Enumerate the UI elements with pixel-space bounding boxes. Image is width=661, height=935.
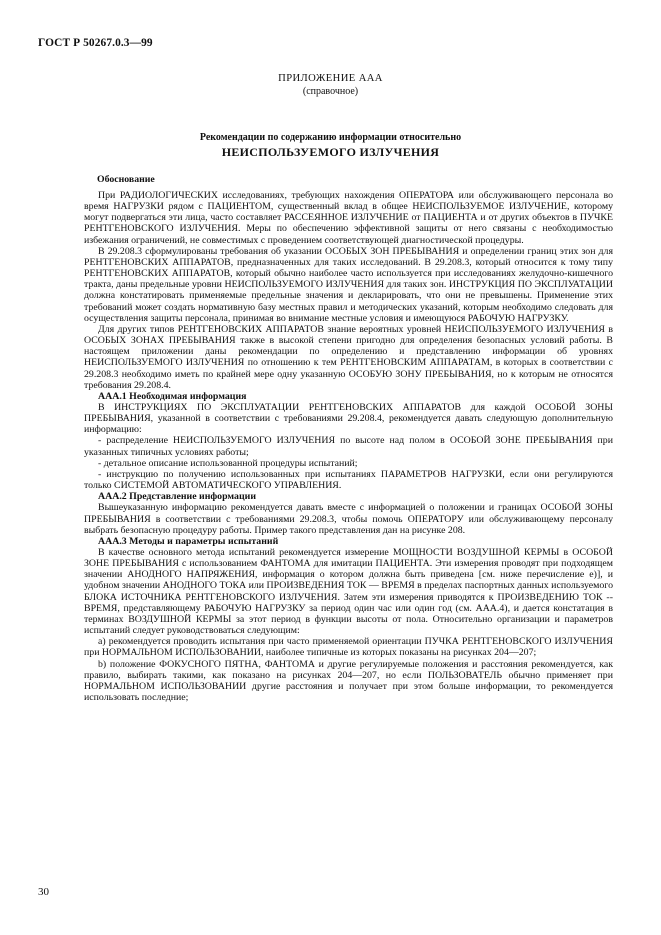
page-number: 30 bbox=[38, 886, 49, 898]
list-item-distribution: - распределение НЕИСПОЛЬЗУЕМОГО ИЗЛУЧЕНИЯ по высоте над полом в ОСОБОЙ ЗОНЕ ПРЕБЫВАНИЯ при указанных типичных условиях работы; bbox=[84, 435, 613, 458]
paragraph-aaa1-intro: В ИНСТРУКЦИЯХ ПО ЭКСПЛУАТАЦИИ РЕНТГЕНОВСКИХ АППАРАТОВ для каждой ОСОБОЙ ЗОНЫ ПРЕБЫВАНИЯ, указанной в соответствии с требованиями 29.208.4, рекомендуется давать следующую дополнительную информацию: bbox=[84, 401, 613, 436]
appendix-subtitle: (справочное) bbox=[302, 86, 359, 97]
paragraph-aaa3: В качестве основного метода испытаний рекомендуется измерение МОЩНОСТИ ВОЗДУШНОЙ КЕРМЫ в ОСОБОЙ ЗОНЕ ПРЕБЫВАНИЯ с использованием ФАНТОМА для имитации ПАЦИЕНТА. Эти измерения проводят при подходящем значении АНОДНОГО НАПРЯЖЕНИЯ, информация о котором должна быть приведена [см. ниже перечисление е)], и удобном значении АНОДНОГО ТОКА или ПРОИЗВЕДЕНИЯ ТОК — ВРЕМЯ в пределах паспортных данных используемого БЛОКА ИСТОЧНИКА РЕНТГЕНОВСКОГО ИЗЛУЧЕНИЯ. Затем эти измерения приводятся к ПРОИЗВЕДЕНИЮ ТОК -- ВРЕМЯ, представляющему РАБОЧУЮ НАГРУЗКУ за период один час или один год (см. ААА.4), и дается констатация в терминах ВОЗДУШНОЙ КЕРМЫ за этот период в функции высоты от пола. Относительно организации и параметров испытаний следует руководствоваться следующим: bbox=[84, 547, 613, 637]
subsection-heading-aaa3: ААА.3 Методы и параметры испытаний bbox=[98, 535, 279, 547]
paragraph-rationale-2: В 29.208.3 сформулированы требования об указании ОСОБЫХ ЗОН ПРЕБЫВАНИЯ и определении границ этих зон для РЕНТГЕНОВСКИХ АППАРАТОВ, предназначенных для таких исследований. В 29.208.3, который относится к тому типу РЕНТГЕНОВСКИХ АППАРАТОВ, который обычно наиболее часто используется при исследованиях желудочно-кишечного тракта, даны предельные уровни НЕИСПОЛЬЗУЕМОГО ИЗЛУЧЕНИЯ для таких зон. ИНСТРУКЦИЯ ПО ЭКСПЛУАТАЦИИ должна констатировать применяемые предельные значения и декларировать, что они не превышены. Применение этих требований может создать нормативную базу местных правил и методических указаний, которым необходимо следовать для осуществления защиты персонала, принимая во внимание местные условия и имеющуюся РАБОЧУЮ НАГРУЗКУ. bbox=[84, 245, 613, 324]
paragraph-rationale-1: При РАДИОЛОГИЧЕСКИХ исследованиях, требующих нахождения ОПЕРАТОРА или обслуживающего персонала во время НАГРУЗКИ рядом с ПАЦИЕНТОМ, существенный вклад в общее НЕИСПОЛЬЗУЕМОЕ ИЗЛУЧЕНИЕ, которому могут подвергаться эти лица, часто составляет РАССЕЯННОЕ ИЗЛУЧЕНИЕ от ПАЦИЕНТА и от других объектов в ПУЧКЕ РЕНТГЕНОВСКОГО ИЗЛУЧЕНИЯ. Меры по обеспечению эффективной защиты от него связаны с необходимостью избежания ограничений, не совместимых с проведением соответствующей диагностической процедуры. bbox=[84, 190, 613, 246]
recommendation-title: Рекомендации по содержанию информации относительно bbox=[199, 132, 462, 143]
document-body bbox=[84, 190, 613, 703]
subsection-heading-aaa1: ААА.1 Необходимая информация bbox=[98, 390, 247, 402]
paragraph-aaa2: Вышеуказанную информацию рекомендуется давать вместе с информацией о положении и границах ОСОБОЙ ЗОНЫ ПРЕБЫВАНИЯ в соответствии с требованиями 29.208.3, чтобы помочь ОПЕРАТОРУ или обслуживающему персоналу выбрать безопасную процедуру работы. Пример такого представления дан на рисунке 208. bbox=[84, 502, 613, 536]
list-item-b: b) положение ФОКУСНОГО ПЯТНА, ФАНТОМА и другие регулируемые положения и расстояния рекомендуется, как правило, выбирать такими, как показано на рисунках 204—207, но если ПОЛЬЗОВАТЕЛЬ обычно применяет при НОРМАЛЬНОМ ИСПОЛЬЗОВАНИИ другие расстояния и получает при этом больше информации, то рекомендуется использовать последние; bbox=[84, 658, 613, 704]
list-item-a: а) рекомендуется проводить испытания при часто применяемой ориентации ПУЧКА РЕНТГЕНОВСКОГО ИЗЛУЧЕНИЯ при НОРМАЛЬНОМ ИСПОЛЬЗОВАНИИ, наиболее типичные из которых показаны на рисунках 204—207; bbox=[84, 636, 613, 659]
list-item-instruction: - инструкцию по получению использованных при испытаниях ПАРАМЕТРОВ НАГРУЗКИ, если они регулируются только СИСТЕМОЙ АВТОМАТИЧЕСКОГО УПРАВЛЕНИЯ. bbox=[84, 468, 613, 492]
standard-code: ГОСТ Р 50267.0.3—99 bbox=[38, 37, 153, 49]
paragraph-rationale-3: Для других типов РЕНТГЕНОВСКИХ АППАРАТОВ знание вероятных уровней НЕИСПОЛЬЗУЕМОГО ИЗЛУЧЕНИЯ в ОСОБЫХ ЗОНАХ ПРЕБЫВАНИЯ также в высокой степени пригодно для определения безопасных условий работы. В настоящем приложении даны рекомендации по определению и представлению информации об уровнях НЕИСПОЛЬЗУЕМОГО ИЗЛУЧЕНИЯ по отношению к тем РЕНТГЕНОВСКИМ АППАРАТАМ, в которых в соответствии с 29.208.3 необходимо иметь по крайней мере одну указанную ОСОБУЮ ЗОНУ ПРЕБЫВАНИЯ, но к которым не относятся требования 29.208.4. bbox=[84, 323, 613, 391]
appendix-title: ПРИЛОЖЕНИЕ ААА bbox=[278, 73, 383, 84]
section-heading: Обоснование bbox=[97, 174, 155, 185]
list-item-procedure: - детальное описание использованной процедуры испытаний; bbox=[98, 457, 358, 469]
recommendation-subtitle: НЕИСПОЛЬЗУЕМОГО ИЗЛУЧЕНИЯ bbox=[221, 145, 440, 159]
subsection-heading-aaa2: ААА.2 Представление информации bbox=[98, 491, 256, 503]
